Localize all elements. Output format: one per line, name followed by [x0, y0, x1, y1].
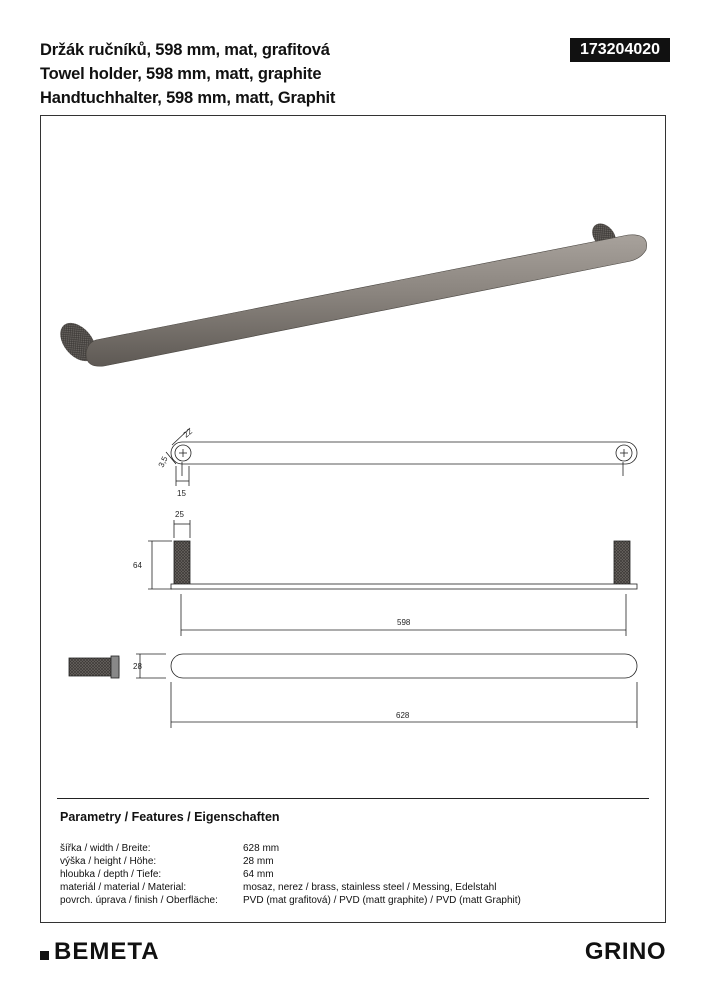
title-english: Towel holder, 598 mm, matt, graphite — [40, 65, 322, 83]
dim-628-label: 628 — [396, 711, 410, 720]
title-german: Handtuchhalter, 598 mm, matt, Graphit — [40, 89, 336, 107]
dim-3-5-label: 3,5 — [156, 454, 170, 469]
series-name: GRINO — [584, 938, 666, 965]
feature-label: šířka / width / Breite: — [60, 843, 151, 854]
front-view — [148, 520, 637, 636]
feature-value: mosaz, nerez / brass, stainless steel / Messing, Edelstahl — [243, 882, 497, 893]
feature-label: výška / height / Höhe: — [60, 856, 157, 867]
feature-value: 628 mm — [243, 843, 280, 854]
product-render — [53, 219, 646, 368]
towel-bar-body — [86, 235, 647, 366]
brand-mark-icon — [40, 951, 49, 960]
title-czech: Držák ručníků, 598 mm, mat, grafitová — [40, 41, 330, 59]
dim-22-label: 22 — [181, 426, 195, 440]
dim-28-label: 28 — [133, 662, 142, 671]
feature-row — [60, 855, 521, 868]
dim-25-label: 25 — [175, 510, 184, 519]
product-code: 173204020 — [570, 38, 670, 62]
features-table — [60, 842, 521, 907]
dim-64-label: 64 — [133, 561, 142, 570]
feature-label: materiál / material / Material: — [60, 882, 187, 893]
feature-label: hloubka / depth / Tiefe: — [60, 869, 162, 880]
feature-value: PVD (mat grafitová) / PVD (matt graphite) / PVD (matt Graphit) — [243, 895, 521, 906]
feature-row — [60, 842, 521, 855]
feature-row — [60, 868, 521, 881]
side-view — [69, 654, 637, 728]
feature-row — [60, 894, 521, 907]
brand-logo — [40, 938, 160, 966]
feature-value: 64 mm — [243, 869, 274, 880]
features-divider — [57, 798, 649, 799]
dim-15-label: 15 — [177, 489, 186, 498]
feature-row — [60, 881, 521, 894]
feature-value: 28 mm — [243, 856, 274, 867]
feature-label: povrch. úprava / finish / Oberfläche: — [60, 895, 218, 906]
dim-598-label: 598 — [397, 618, 411, 627]
top-view — [166, 428, 637, 486]
brand-name: BEMETA — [54, 938, 160, 965]
features-title: Parametry / Features / Eigenschaften — [60, 810, 280, 824]
